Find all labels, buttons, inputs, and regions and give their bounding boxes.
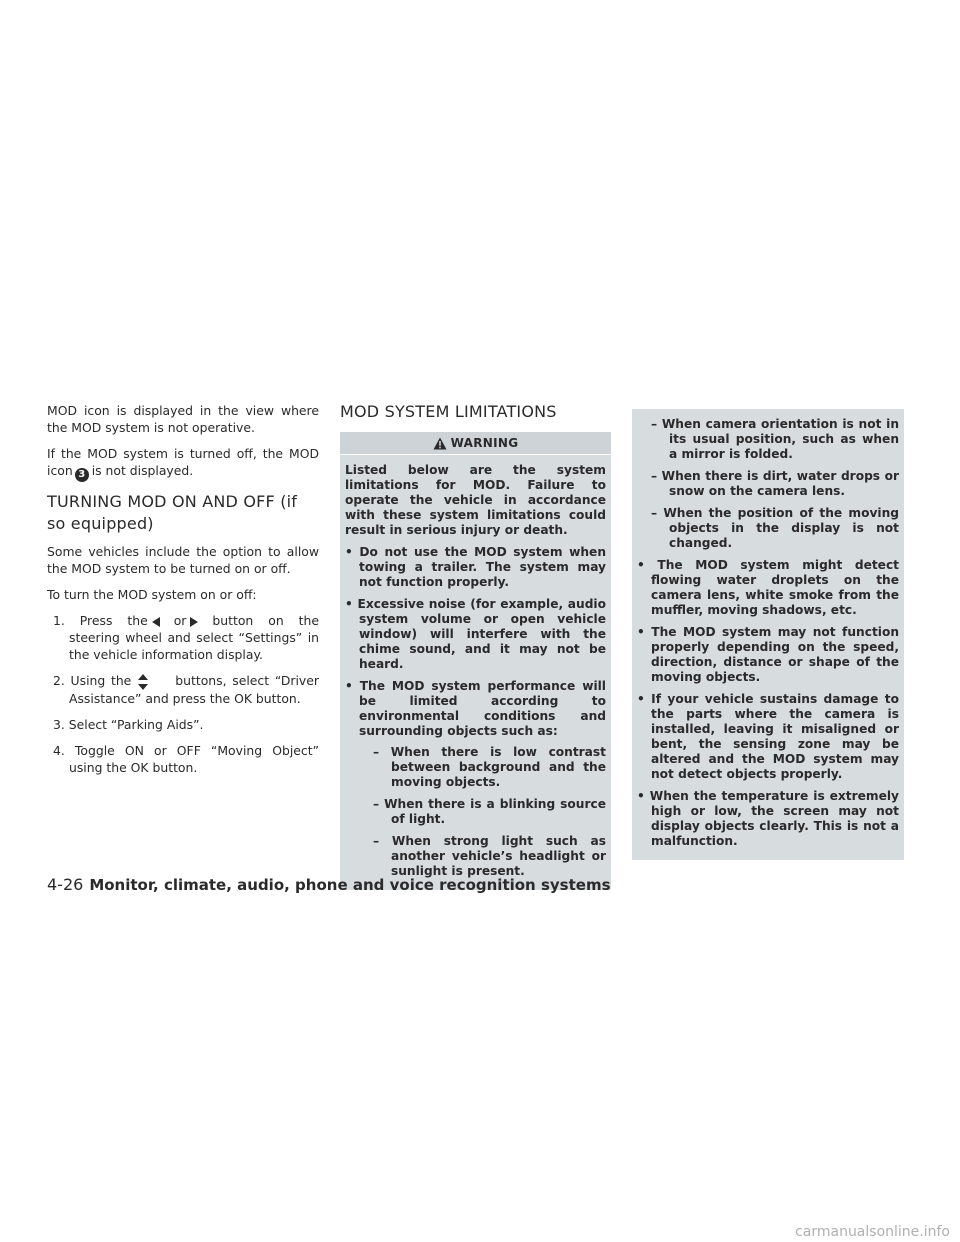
step-2-text-b: buttons, select “Driver Assistance” and press the OK button. [69,673,319,706]
bullet-damage: • If your vehicle sustains damage to the parts where the camera is installed, leaving it misaligned or bent, the sensing zone may be altered and the MOD system may not detect objects properly. [637,692,899,782]
warning-box-continued [632,409,904,860]
middle-column [340,402,611,890]
bullet-performance-text: The MOD system performance will be limited according to environmental conditions and surrounding objects such as: [359,679,606,738]
up-down-arrow-icon [137,674,149,690]
warning-bullets [345,545,606,879]
sub-bullet-orientation: – When camera orientation is not in its usual position, such as when a mirror is folded. [637,417,899,462]
warning-bullets-continued [637,558,899,849]
bullet-performance [345,679,606,879]
watermark: carmanualsonline.info [795,1224,950,1240]
step-1-text-c: button on the steering wheel and select “Settings” in the vehicle information display. [69,613,319,662]
sub-bullets-continued [637,417,899,551]
step-1-text-a: 1. Press the [53,613,148,628]
page-footer [47,874,611,896]
sub-bullet-blinking: – When there is a blinking source of light. [359,797,606,827]
warning-icon [433,437,447,450]
section-heading-turning-mod: TURNING MOD ON AND OFF (if so equipped) [47,492,298,533]
mod-off-text: If the MOD system is turned off, the MOD icon [47,446,319,478]
step-3: 3. Select “Parking Aids”. [53,716,204,732]
sub-bullets [359,745,606,879]
chapter-title: Monitor, climate, audio, phone and voice recognition systems [89,876,611,894]
sub-bullet-contrast: – When there is low contrast between background and the moving objects. [359,745,606,790]
bullet-noise: • Excessive noise (for example, audio system volume or open vehicle window) will interfere with the chime sound, and it may not be heard. [345,597,606,672]
step-4: 4. Toggle ON or OFF “Moving Object” using the OK button. [53,742,319,775]
mod-off-text-end: is not displayed. [91,463,194,478]
page-number: 4-26 [47,875,84,894]
left-column [47,402,319,785]
section-heading-limitations: MOD SYSTEM LIMITATIONS [340,402,557,421]
left-arrow-icon [152,617,160,627]
steps-list [47,612,319,776]
right-column [632,409,904,860]
bullet-trailer: • Do not use the MOD system when towing a trailer. The system may not function properly. [345,545,606,590]
step-1-text-b: or [173,613,187,628]
bullet-temperature: • When the temperature is extremely high or low, the screen may not display objects clearly. This is not a malfunction. [637,789,899,849]
warning-box [340,432,611,890]
sub-bullet-dirt: – When there is dirt, water drops or snow on the camera lens. [637,469,899,499]
option-paragraph: Some vehicles include the option to allow the MOD system to be turned on or off. [47,544,319,576]
bullet-speed: • The MOD system may not function properly depending on the speed, direction, distance or shape of the moving objects. [637,625,899,685]
warning-intro: Listed below are the system limitations for MOD. Failure to operate the vehicle in accordance with these system limitations could result in serious injury or death. [345,463,606,537]
callout-3-icon: 3 [75,468,89,482]
sub-bullet-strong-light: – When strong light such as another vehicle’s headlight or sunlight is present. [359,834,606,879]
mod-off-paragraph [47,445,319,482]
warning-body-continued [632,409,904,860]
step-1 [47,612,319,663]
warning-header [340,432,611,455]
step-2-text-a: 2. Using the [53,673,132,688]
right-arrow-icon [190,617,198,627]
warning-body [340,455,611,890]
intro-paragraph: MOD icon is displayed in the view where the MOD system is not operative. [47,403,319,435]
step-2 [47,672,319,707]
bullet-water: • The MOD system might detect flowing water droplets on the camera lens, white smoke from the muffler, moving shadows, etc. [637,558,899,618]
sub-bullet-position: – When the position of the moving objects in the display is not changed. [637,506,899,551]
instructions-lead: To turn the MOD system on or off: [47,587,257,602]
warning-label: WARNING [450,436,519,450]
